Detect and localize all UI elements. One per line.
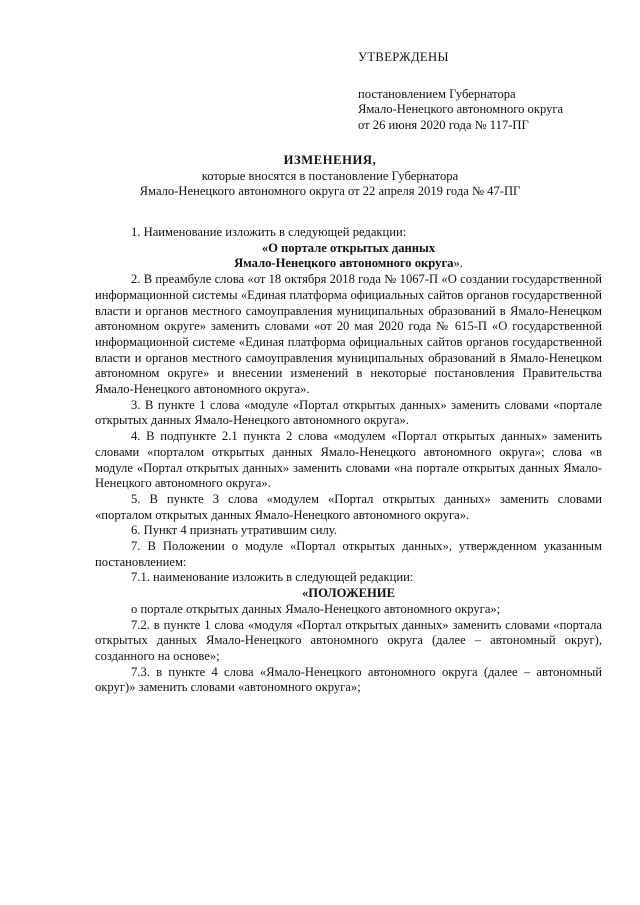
- item-4: 4. В подпункте 2.1 пункта 2 слова «модулем «Портал открытых данных» заменить словами «порталом открытых данных Ямало-Ненецкого автономного округа»; слова «в модуле «Портал открытых данных» заменить словами «на портале открытых данных Ямало-Ненецкого автономного округа».: [95, 429, 602, 491]
- item-1-new-title-text: Ямало-Ненецкого автономного округа: [234, 256, 454, 271]
- title-main: ИЗМЕНЕНИЯ,: [283, 153, 377, 167]
- item-7-1: 7.1. наименование изложить в следующей редакции:: [131, 570, 414, 585]
- item-7-1-new-text: о портале открытых данных Ямало-Ненецкого автономного округа»;: [131, 601, 501, 616]
- document-title: [90, 153, 570, 200]
- item-5: 5. В пункте 3 слова «модулем «Портал открытых данных» заменить словами «порталом открытых данных Ямало-Ненецкого автономного округа».: [95, 491, 602, 522]
- approval-stamp: [358, 50, 628, 133]
- item-1: 1. Наименование изложить в следующей редакции:: [131, 225, 407, 239]
- item-1-new-title-line-1: «О портале открытых данных: [261, 240, 436, 255]
- item-7-1-new-title: «ПОЛОЖЕНИЕ: [302, 586, 395, 601]
- item-2: 2. В преамбуле слова «от 18 октября 2018 года № 1067-П «О создании государственной информационной системы «Единая платформа официальных сайтов органов государственной власти и органов местного самоуправления муниципальных образований в Ямало-Ненецком автономном округе» заменить словами «от 20 мая 2020 года № 615-П «О государственной информационной системе «Единая платформа официальных сайтов органов государственной власти и органов местного самоуправления муниципальных образований в Ямало-Ненецком автономном округе» и внесении изменений в некоторые постановления Правительства Ямало-Ненецкого автономного округа».: [95, 272, 602, 397]
- title-subtitle-2: Ямало-Ненецкого автономного округа от 22 апреля 2019 года № 47-ПГ: [139, 184, 521, 199]
- document-body: [95, 225, 602, 696]
- title-subtitle-1: которые вносятся в постановление Губернатора: [201, 168, 459, 183]
- approval-line-3: от 26 июня 2020 года № 117-ПГ: [358, 117, 529, 132]
- approval-heading: УТВЕРЖДЕНЫ: [358, 50, 449, 64]
- item-1-new-title-line-2: [95, 256, 602, 272]
- item-3: 3. В пункте 1 слова «модуле «Портал открытых данных» заменить словами «портале открытых данных Ямало-Ненецкого автономного округа».: [95, 397, 602, 428]
- item-7: 7. В Положении о модуле «Портал открытых данных», утвержденном указанным постановлением:: [95, 539, 602, 569]
- approval-line-1: постановлением Губернатора: [358, 86, 516, 101]
- item-7-2: 7.2. в пункте 1 слова «модуля «Портал открытых данных» заменить словами «портала открытых данных Ямало-Ненецкого автономного округа (далее – автономный округ), созданного на основе»;: [95, 617, 602, 663]
- approval-line-2: Ямало-Ненецкого автономного округа: [358, 102, 564, 117]
- item-6: 6. Пункт 4 признать утратившим силу.: [131, 523, 337, 538]
- item-1-new-title-tail: ».: [453, 256, 463, 271]
- item-7-3: 7.3. в пункте 4 слова «Ямало-Ненецкого автономного округа (далее – автономный округ)» заменить словами «автономного округа»;: [95, 664, 602, 695]
